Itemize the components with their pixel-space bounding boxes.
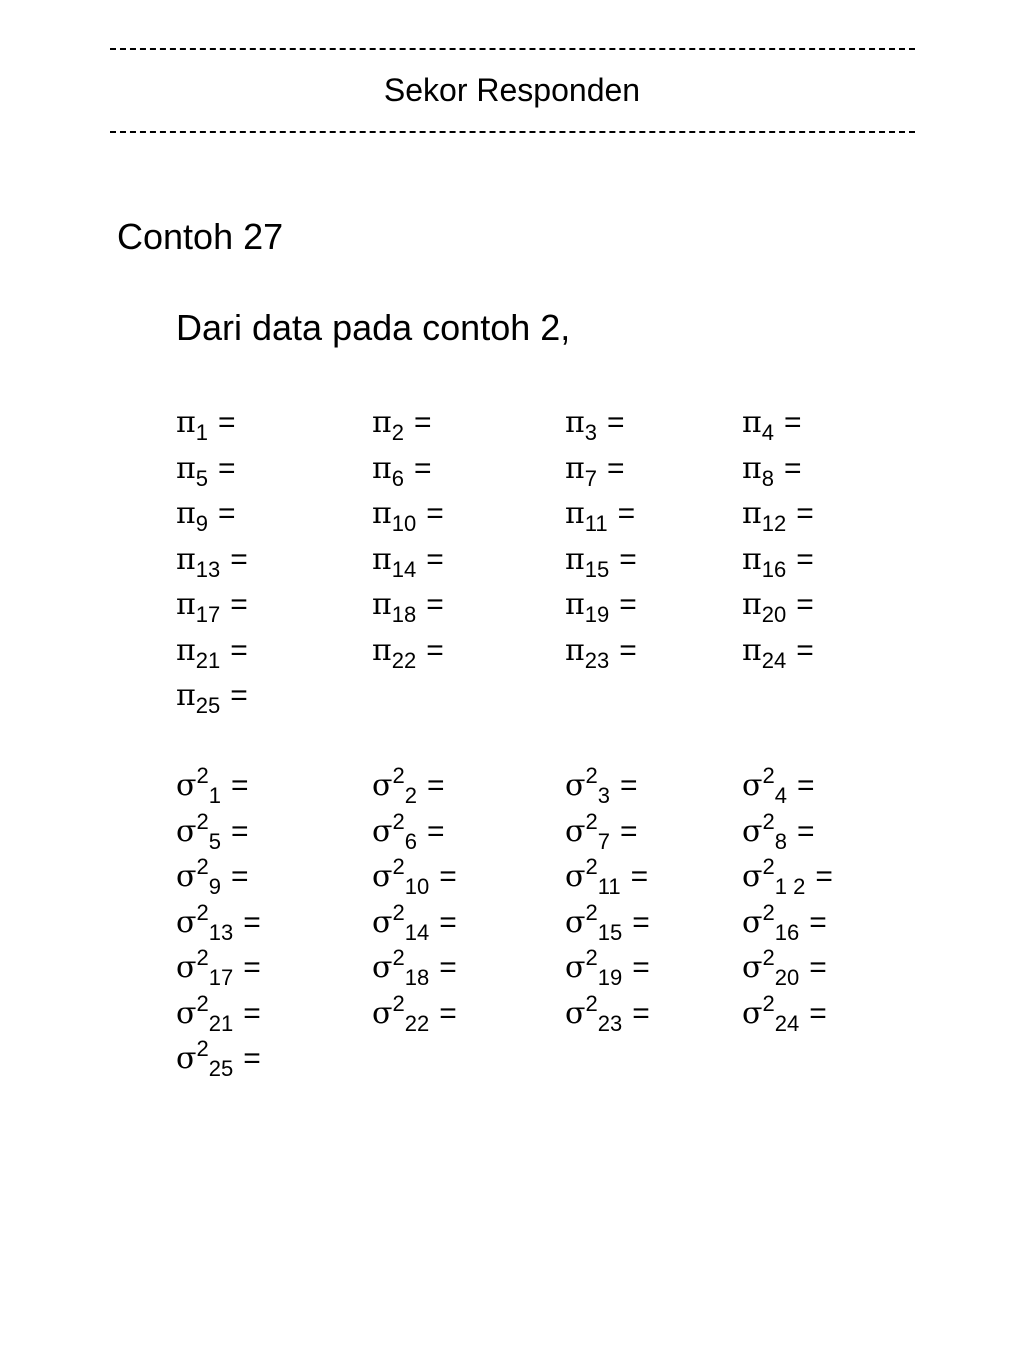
subscript-index: 1 2 — [774, 874, 806, 899]
pi-symbol: π — [176, 632, 196, 668]
pi-entry — [176, 587, 248, 625]
sigma-symbol: σ — [742, 859, 763, 894]
equals-sign: = — [413, 406, 432, 439]
equals-sign: = — [230, 769, 249, 802]
superscript: 2 — [762, 945, 775, 970]
equals-sign: = — [796, 588, 814, 621]
pi-symbol: π — [372, 541, 392, 577]
sigma-squared-entry — [176, 854, 249, 899]
superscript: 2 — [196, 763, 209, 788]
sigma-symbol: σ — [565, 995, 586, 1031]
subscript-index: 21 — [208, 1010, 234, 1036]
sigma-symbol: σ — [372, 813, 393, 849]
sigma-symbol: σ — [176, 950, 197, 985]
sigma-squared-entry — [176, 990, 261, 1036]
pi-entry — [565, 542, 637, 580]
pi-entry — [742, 587, 814, 625]
subscript-index: 22 — [404, 1010, 430, 1036]
subscript-index: 18 — [391, 602, 417, 627]
superscript: 2 — [196, 854, 209, 879]
sigma-symbol: σ — [372, 768, 393, 803]
pi-entry — [372, 496, 444, 534]
equals-sign: = — [230, 588, 248, 621]
equals-sign: = — [619, 633, 637, 667]
subscript-index: 9 — [195, 511, 208, 536]
sigma-symbol: σ — [565, 813, 586, 849]
superscript: 2 — [392, 808, 405, 834]
pi-symbol: π — [372, 405, 392, 440]
equals-sign: = — [426, 588, 444, 621]
subscript-index: 7 — [584, 465, 597, 491]
subscript-index: 4 — [761, 420, 774, 445]
sigma-squared-entry — [565, 945, 650, 990]
sigma-squared-entry — [742, 899, 827, 945]
pi-entry — [565, 405, 625, 443]
equals-sign: = — [796, 769, 815, 802]
pi-entry — [176, 678, 248, 716]
pi-symbol: π — [565, 541, 585, 577]
sigma-squared-entry — [372, 899, 457, 945]
equals-sign: = — [426, 633, 444, 667]
equals-sign: = — [243, 996, 261, 1030]
equals-sign: = — [619, 588, 637, 621]
pi-entry — [742, 542, 814, 580]
subscript-index: 9 — [208, 874, 221, 899]
sigma-symbol: σ — [372, 859, 393, 894]
pi-symbol: π — [742, 587, 762, 622]
pi-symbol: π — [176, 678, 196, 713]
subscript-index: 15 — [584, 556, 610, 582]
subscript-index: 11 — [584, 511, 608, 536]
sigma-symbol: σ — [565, 904, 586, 940]
pi-symbol: π — [176, 450, 196, 486]
sigma-squared-entry — [565, 763, 638, 808]
superscript: 2 — [585, 808, 598, 834]
pi-symbol: π — [742, 632, 762, 668]
equals-sign: = — [217, 406, 236, 439]
subscript-index: 24 — [761, 647, 787, 673]
equals-sign: = — [439, 996, 457, 1030]
sigma-squared-entry — [565, 854, 649, 899]
equals-sign: = — [632, 996, 650, 1030]
equals-sign: = — [632, 951, 650, 984]
superscript: 2 — [762, 808, 775, 834]
pi-symbol: π — [742, 496, 762, 531]
pi-entry — [742, 405, 802, 443]
subscript-index: 25 — [208, 1056, 234, 1081]
subscript-index: 6 — [391, 465, 404, 491]
sigma-squared-entry — [565, 899, 650, 945]
superscript: 2 — [196, 808, 209, 834]
sigma-symbol: σ — [742, 768, 763, 803]
equals-sign: = — [230, 679, 248, 712]
subscript-index: 14 — [391, 556, 417, 582]
pi-symbol: π — [742, 541, 762, 577]
sigma-squared-entry — [565, 990, 650, 1036]
equals-sign: = — [413, 451, 432, 485]
subscript-index: 1 — [208, 783, 221, 808]
pi-symbol: π — [176, 496, 196, 531]
superscript: 2 — [196, 1036, 209, 1061]
equals-sign: = — [619, 542, 637, 576]
equals-sign: = — [815, 860, 833, 893]
equals-sign: = — [809, 951, 827, 984]
subscript-index: 1 — [195, 420, 208, 445]
equals-sign: = — [783, 406, 802, 439]
equals-sign: = — [230, 814, 249, 848]
pi-symbol: π — [565, 450, 585, 486]
pi-entry — [565, 496, 635, 534]
pi-entry — [176, 405, 236, 443]
subscript-index: 18 — [404, 965, 430, 990]
subscript-index: 23 — [584, 647, 610, 673]
equals-sign: = — [426, 814, 445, 848]
equals-sign: = — [230, 860, 249, 893]
superscript: 2 — [585, 990, 598, 1016]
sigma-squared-entry — [742, 990, 827, 1036]
subscript-index: 5 — [195, 465, 208, 491]
superscript: 2 — [585, 899, 598, 925]
equals-sign: = — [809, 905, 827, 939]
sigma-symbol: σ — [565, 859, 586, 894]
subscript-index: 12 — [761, 511, 787, 536]
pi-symbol: π — [372, 496, 392, 531]
sigma-symbol: σ — [176, 813, 197, 849]
superscript: 2 — [392, 990, 405, 1016]
sigma-symbol: σ — [742, 813, 763, 849]
equals-sign: = — [439, 860, 457, 893]
pi-entry — [372, 587, 444, 625]
subscript-index: 2 — [391, 420, 404, 445]
superscript: 2 — [762, 854, 775, 879]
sigma-symbol: σ — [176, 904, 197, 940]
subscript-index: 15 — [597, 919, 623, 945]
pi-entry — [565, 633, 637, 671]
sigma-squared-entry — [742, 945, 827, 990]
pi-entry — [176, 496, 236, 534]
pi-symbol: π — [565, 632, 585, 668]
page-header-title: Sekor Responden — [383, 72, 641, 108]
subscript-index: 11 — [597, 874, 621, 899]
equals-sign: = — [606, 451, 625, 485]
sigma-symbol: σ — [742, 950, 763, 985]
subscript-index: 16 — [761, 556, 787, 582]
equals-sign: = — [426, 542, 444, 576]
superscript: 2 — [585, 763, 598, 788]
subscript-index: 7 — [597, 828, 610, 854]
pi-entry — [176, 633, 248, 671]
sigma-symbol: σ — [565, 950, 586, 985]
subscript-index: 19 — [584, 602, 610, 627]
subscript-index: 6 — [404, 828, 417, 854]
sigma-squared-entry — [176, 763, 249, 808]
sigma-squared-entry — [176, 945, 261, 990]
superscript: 2 — [196, 899, 209, 925]
equals-sign: = — [796, 497, 814, 530]
superscript: 2 — [392, 854, 405, 879]
subscript-index: 8 — [774, 828, 787, 854]
superscript: 2 — [196, 990, 209, 1016]
superscript: 2 — [762, 899, 775, 925]
subscript-index: 4 — [774, 783, 787, 808]
pi-entry — [565, 451, 625, 489]
subscript-index: 21 — [195, 647, 221, 673]
subscript-index: 14 — [404, 919, 430, 945]
equals-sign: = — [243, 951, 261, 984]
equals-sign: = — [217, 451, 236, 485]
subscript-index: 22 — [391, 647, 417, 673]
sigma-squared-entry — [565, 808, 638, 854]
equals-sign: = — [230, 633, 248, 667]
sigma-symbol: σ — [176, 859, 197, 894]
sigma-symbol: σ — [372, 995, 393, 1031]
sigma-squared-entry — [742, 854, 833, 899]
subscript-index: 19 — [597, 965, 623, 990]
subscript-index: 2 — [404, 783, 417, 808]
subscript-index: 17 — [208, 965, 234, 990]
sigma-symbol: σ — [565, 768, 586, 803]
equals-sign: = — [426, 769, 445, 802]
sigma-symbol: σ — [372, 904, 393, 940]
superscript: 2 — [762, 990, 775, 1016]
pi-entry — [372, 405, 432, 443]
pi-symbol: π — [372, 450, 392, 486]
equals-sign: = — [439, 951, 457, 984]
sigma-squared-entry — [372, 808, 445, 854]
sigma-squared-entry — [176, 808, 249, 854]
sigma-symbol: σ — [742, 995, 763, 1031]
subscript-index: 3 — [584, 420, 597, 445]
pi-entry — [565, 587, 637, 625]
pi-symbol: π — [742, 450, 762, 486]
subscript-index: 8 — [761, 465, 774, 491]
equals-sign: = — [783, 451, 802, 485]
equals-sign: = — [230, 542, 248, 576]
subscript-index: 20 — [761, 602, 787, 627]
subscript-index: 13 — [195, 556, 221, 582]
subscript-index: 10 — [391, 511, 417, 536]
pi-symbol: π — [372, 632, 392, 668]
subscript-index: 23 — [597, 1010, 623, 1036]
sigma-symbol: σ — [372, 950, 393, 985]
equals-sign: = — [632, 905, 650, 939]
pi-symbol: π — [742, 405, 762, 440]
equals-sign: = — [426, 497, 444, 530]
equals-sign: = — [796, 633, 814, 667]
sigma-squared-entry — [372, 763, 445, 808]
pi-symbol: π — [176, 541, 196, 577]
equals-sign: = — [796, 814, 815, 848]
pi-entry — [372, 633, 444, 671]
equals-sign: = — [243, 1042, 261, 1075]
equals-sign: = — [439, 905, 457, 939]
subscript-index: 13 — [208, 919, 234, 945]
intro-text: Dari data pada contoh 2, — [176, 307, 571, 348]
pi-entry — [742, 633, 814, 671]
equals-sign: = — [606, 406, 625, 439]
sigma-squared-entry — [176, 899, 261, 945]
sigma-squared-entry — [372, 990, 457, 1036]
example-heading: Contoh 27 — [117, 216, 284, 257]
equals-sign: = — [796, 542, 814, 576]
subscript-index: 10 — [404, 874, 430, 899]
pi-entry — [176, 542, 248, 580]
superscript: 2 — [762, 763, 775, 788]
subscript-index: 20 — [774, 965, 800, 990]
sigma-symbol: σ — [176, 1041, 197, 1076]
equals-sign: = — [617, 497, 636, 530]
pi-symbol: π — [176, 405, 196, 440]
subscript-index: 16 — [774, 919, 800, 945]
equals-sign: = — [809, 996, 827, 1030]
pi-entry — [742, 451, 802, 489]
sigma-squared-entry — [372, 945, 457, 990]
superscript: 2 — [392, 899, 405, 925]
superscript: 2 — [196, 945, 209, 970]
subscript-index: 5 — [208, 828, 221, 854]
superscript: 2 — [392, 763, 405, 788]
superscript: 2 — [585, 854, 598, 879]
pi-symbol: π — [565, 405, 585, 440]
pi-entry — [372, 451, 432, 489]
sigma-squared-entry — [742, 808, 815, 854]
subscript-index: 25 — [195, 693, 221, 718]
sigma-squared-entry — [176, 1036, 261, 1081]
sigma-squared-entry — [372, 854, 457, 899]
subscript-index: 17 — [195, 602, 221, 627]
pi-symbol: π — [372, 587, 392, 622]
superscript: 2 — [392, 945, 405, 970]
sigma-symbol: σ — [742, 904, 763, 940]
subscript-index: 24 — [774, 1010, 800, 1036]
sigma-squared-entry — [742, 763, 815, 808]
pi-symbol: π — [176, 587, 196, 622]
pi-entry — [742, 496, 814, 534]
pi-symbol: π — [565, 496, 585, 531]
pi-symbol: π — [565, 587, 585, 622]
subscript-index: 3 — [597, 783, 610, 808]
pi-entry — [176, 451, 236, 489]
equals-sign: = — [630, 860, 649, 893]
equals-sign: = — [619, 814, 638, 848]
equals-sign: = — [619, 769, 638, 802]
equals-sign: = — [243, 905, 261, 939]
pi-entry — [372, 542, 444, 580]
superscript: 2 — [585, 945, 598, 970]
sigma-symbol: σ — [176, 768, 197, 803]
equals-sign: = — [217, 497, 236, 530]
sigma-symbol: σ — [176, 995, 197, 1031]
